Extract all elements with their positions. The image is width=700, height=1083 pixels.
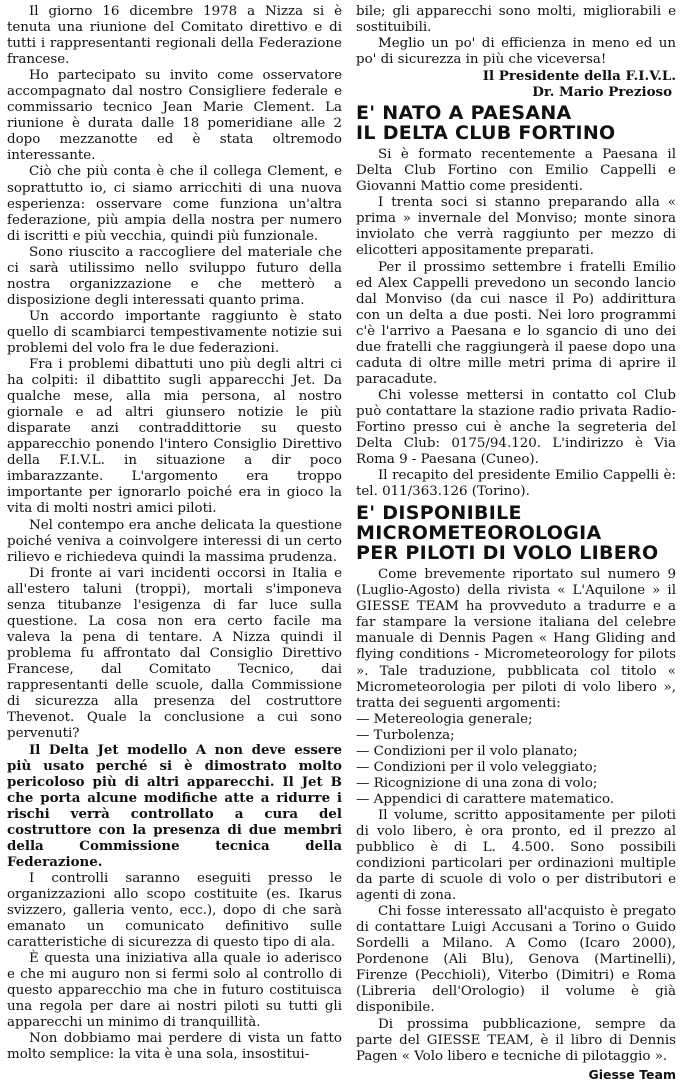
list-item: — Metereologia generale;	[356, 711, 533, 727]
paragraph: Per il prossimo settembre i fratelli Emilio ed Alex Cappelli prevedono un secondo lancio dal Monviso (da cui nasce il Po) addirittura con un delta a due posti. Nei loro programmi c'è l'arrivo a Paesana e lo sgancio di uno dei due fratelli che raggiungerà il paese dopo una caduta di oltre mille metri prima di aprire il paracadute.	[356, 259, 676, 387]
paragraph: Chi volesse mettersi in contatto col Club può contattare la stazione radio privata Radio-Fortino presso cui è anche la segreteria del Delta Club: 0175/94.120. L'indirizzo è Via Roma 9 - Paesana (Cuneo).	[356, 387, 676, 468]
paragraph: Chi fosse interessato all'acquisto è pregato di contattare Luigi Accusani a Torino o Guido Sordelli a Milano. A Como (Icaro 2000), Pordenone (Ali Blu), Genova (Martinelli), Firenze (Pecchioli), Viterbo (Dimitri) e Roma (Libreria dell'Orologio) il volume è già disponibile.	[356, 904, 676, 1016]
paragraph: Ho partecipato su invito come osservatore accompagnato dal nostro Consigliere federale e commissario tecnico Jean Marie Clement. La riunione è durata dalle 18 pomeridiane alle 2 dopo mezzanotte ed è stata oltremodo interessante.	[7, 68, 342, 164]
article-headline	[356, 103, 676, 143]
bold-statement: Il Delta Jet modello A non deve essere più usato perché si è dimostrato molto pericoloso più di altri apparecchi. Il Jet B che porta alcune modifiche atte a ridurre i rischi verrà controllato a cura del costruttore con la presenza di due membri della Commissione tecnica della Federazione.	[7, 742, 342, 871]
list-item: — Condizioni per il volo veleggiato;	[356, 759, 598, 775]
headline-line: E' NATO A PAESANA	[356, 102, 572, 125]
list-item: — Condizioni per il volo planato;	[356, 743, 578, 759]
paragraph: Nel contempo era anche delicata la questione poiché veniva a coinvolgere interessi di un certo rilievo e richiedeva quindi la massima prudenza.	[7, 517, 342, 565]
paragraph: Il giorno 16 dicembre 1978 a Nizza si è tenuta una riunione del Comitato direttivo e di tutti i rappresentanti regionali della Federazione francese.	[7, 4, 342, 68]
paragraph: Si è formato recentemente a Paesana il Delta Club Fortino con Emilio Cappelli e Giovanni Mattio come presidenti.	[356, 147, 676, 195]
headline-line: E' DISPONIBILE	[356, 502, 522, 525]
paragraph: Di fronte ai vari incidenti occorsi in Italia e all'estero taluni (troppi), mortali s'imponeva senza titubanze l'esigenza di far luce sulla questione. La cosa non era certo facile ma valeva la pena di tentare. A Nizza quindi il problema fu affrontato dal Consiglio Direttivo Francese, dal Comitato Tecnico, dai rappresentanti delle scuole, dalla Commissione di sicurezza alla presenza del costruttore Thevenot. Quale la conclusione a cui sono pervenuti?	[7, 565, 342, 742]
paragraph: Il recapito del presidente Emilio Cappelli è: tel. 011/363.126 (Torino).	[356, 468, 676, 500]
signature-title: Il Presidente della F.I.V.L.	[482, 68, 676, 85]
paragraph: Non dobbiamo mai perdere di vista un fatto molto semplice: la vita è una sola, insostitui-	[7, 1031, 342, 1063]
paragraph: Sono riuscito a raccogliere del materiale che ci sarà utilissimo nello sviluppo futuro della nostra organizzazione e che metterò a disposizione degli interessati quanto prima.	[7, 244, 342, 308]
headline-line: MICROMETEOROLOGIA	[356, 522, 602, 545]
list-item: — Ricognizione di una zona di volo;	[356, 775, 598, 791]
paragraph: Meglio un po' di efficienza in meno ed un po' di sicurezza in più che viceversa!	[356, 36, 676, 68]
article-headline	[356, 503, 676, 563]
paragraph: È questa una iniziativa alla quale io aderisco e che mi auguro non si fermi solo al controllo di questo apparecchio ma che in futuro costituisca una regola per dare ai nostri piloti su tutti gli apparecchi un minimo di tranquillità.	[7, 950, 342, 1030]
paragraph: Un accordo importante raggiunto è stato quello di scambiarci tempestivamente notizie sui problemi del volo fra le due federazioni.	[7, 308, 342, 356]
paragraph: I controlli saranno eseguiti presso le organizzazioni allo scopo costituite (es. Ikarus svizzero, galleria vento, ecc.), dopo di che sarà emanato un comunicato definitivo sulle caratteristiche di sicurezza di questo tipo di ala.	[7, 870, 342, 950]
paragraph: Fra i problemi dibattuti uno più degli altri ci ha colpiti: il dibattito sugli apparecchi Jet. Da qualche mese, alla mia persona, al nostro giornale e ad altri giunsero notizie le più disparate anzi contraddittorie su questo apparecchio ponendo l'intero Consiglio Direttivo della F.I.V.L. in situazione a dir poco imbarazzante. L'argomento era troppo importante per ignorarlo poiché era in gioco la vita di molti nostri amici piloti.	[7, 357, 342, 517]
signature-name: Giesse Team	[588, 1066, 676, 1082]
signature-name: Dr. Mario Prezioso	[532, 84, 672, 101]
headline-line: PER PILOTI DI VOLO LIBERO	[356, 542, 659, 565]
topic-list	[356, 712, 676, 808]
paragraph: I trenta soci si stanno preparando alla « prima » invernale del Monviso; monte sinora inviolato che verrà raggiunto per mezzo di elicotteri appositamente preparati.	[356, 195, 676, 259]
paragraph: Come brevemente riportato sul numero 9 (Luglio-Agosto) della rivista « L'Aquilone » il GIESSE TEAM ha provveduto a tradurre e a far stampare la versione italiana del celebre manuale di Dennis Pagen « Hang Gliding and flying conditions - Micrometeorology for pilots ». Tale traduzione, pubblicata col titolo « Micrometeorologia per piloti di volo libero », tratta dei seguenti argomenti:	[356, 567, 676, 711]
paragraph: Di prossima pubblicazione, sempre da parte del GIESSE TEAM, è il libro di Dennis Pagen « Volo libero e tecniche di pilotaggio ».	[356, 1016, 676, 1064]
paragraph: bile; gli apparecchi sono molti, migliorabili e sostituibili.	[356, 4, 676, 36]
right-column	[356, 4, 676, 1083]
paragraph: Ciò che più conta è che il collega Clement, e soprattutto io, ci siamo arricchiti di una nuova esperienza: osservare come funziona un'altra federazione, più ampia della nostra per numero di iscritti e più vecchia, quindi più funzionale.	[7, 164, 342, 244]
left-column	[7, 4, 342, 1063]
list-item: — Appendici di carattere matematico.	[356, 791, 615, 807]
paragraph: Il volume, scritto appositamente per piloti di volo libero, è ora pronto, ed il prezzo al pubblico è di L. 4.500. Sono possibili condizioni particolari per ordinazioni multiple da parte di scuole di volo o per distributori e agenti di zona.	[356, 807, 676, 904]
headline-line: IL DELTA CLUB FORTINO	[356, 122, 616, 145]
list-item: — Turbolenza;	[356, 727, 455, 743]
